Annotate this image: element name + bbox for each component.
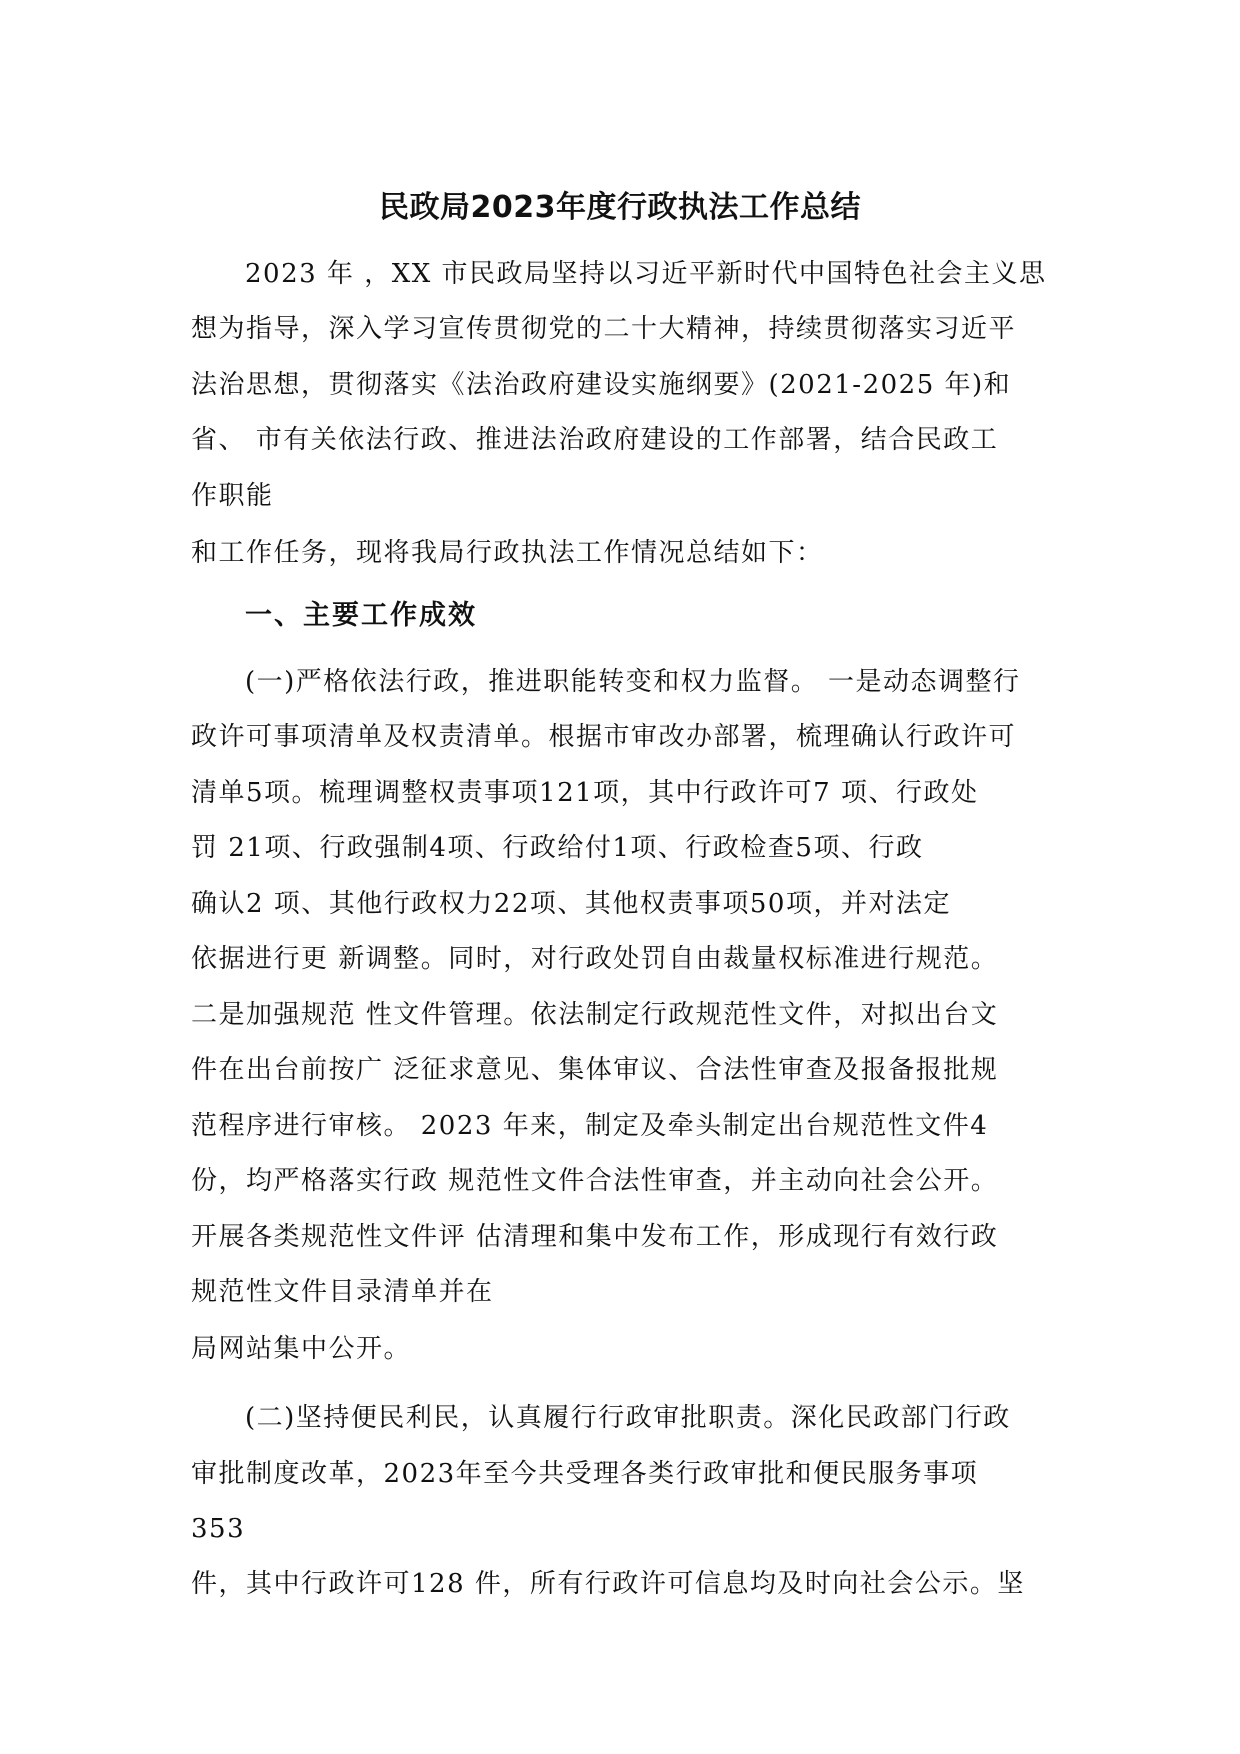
paragraph-line: 二是加强规范 性文件管理。依法制定行政规范性文件，对拟出台文	[191, 1000, 999, 1030]
intro-line: 省、 市有关依法行政、推进法治政府建设的工作部署，结合民政工	[191, 425, 999, 455]
intro-line: 2023 年 ，XX 市民政局坚持以习近平新时代中国特色社会主义思	[245, 259, 1047, 289]
paragraph-line: 件在出台前按广 泛征求意见、集体审议、合法性审查及报备报批规	[191, 1055, 999, 1085]
paragraph-line: 罚 21项、行政强制4项、行政给付1项、行政检查5项、行政	[191, 833, 924, 863]
paragraph-line: 规范性文件目录清单并在	[191, 1277, 494, 1307]
paragraph-line: 局网站集中公开。	[191, 1334, 412, 1364]
intro-line: 作职能	[191, 481, 274, 511]
section-heading: 一、主要工作成效	[245, 600, 477, 631]
paragraph-line: 件，其中行政许可128 件，所有行政许可信息均及时向社会公示。坚	[191, 1569, 1025, 1599]
intro-line: 法治思想，贯彻落实《法治政府建设实施纲要》(2021-2025 年)和	[191, 370, 1012, 400]
document-title: 民政局2023年度行政执法工作总结	[379, 190, 861, 225]
paragraph-line: 353	[191, 1514, 246, 1544]
paragraph-line: (二)坚持便民利民，认真履行行政审批职责。深化民政部门行政	[245, 1403, 1011, 1433]
paragraph-line: 范程序进行审核。 2023 年来，制定及牵头制定出台规范性文件4	[191, 1111, 989, 1141]
paragraph-line: 清单5项。梳理调整权责事项121项，其中行政许可7 项、行政处	[191, 778, 979, 808]
paragraph-line: 份，均严格落实行政 规范性文件合法性审查，并主动向社会公开。	[191, 1166, 999, 1196]
paragraph-line: 确认2 项、其他行政权力22项、其他权责事项50项，并对法定	[191, 889, 951, 919]
paragraph-line: (一)严格依法行政，推进职能转变和权力监督。 一是动态调整行	[245, 667, 1021, 697]
intro-line: 和工作任务，现将我局行政执法工作情况总结如下：	[191, 538, 824, 568]
paragraph-line: 开展各类规范性文件评 估清理和集中发布工作，形成现行有效行政	[191, 1222, 999, 1252]
paragraph-line: 审批制度改革，2023年至今共受理各类行政审批和便民服务事项	[191, 1459, 979, 1489]
intro-line: 想为指导，深入学习宣传贯彻党的二十大精神，持续贯彻落实习近平	[191, 314, 1017, 344]
paragraph-line: 依据进行更 新调整。同时，对行政处罚自由裁量权标准进行规范。	[191, 944, 999, 974]
paragraph-line: 政许可事项清单及权责清单。根据市审改办部署，梳理确认行政许可	[191, 722, 1017, 752]
